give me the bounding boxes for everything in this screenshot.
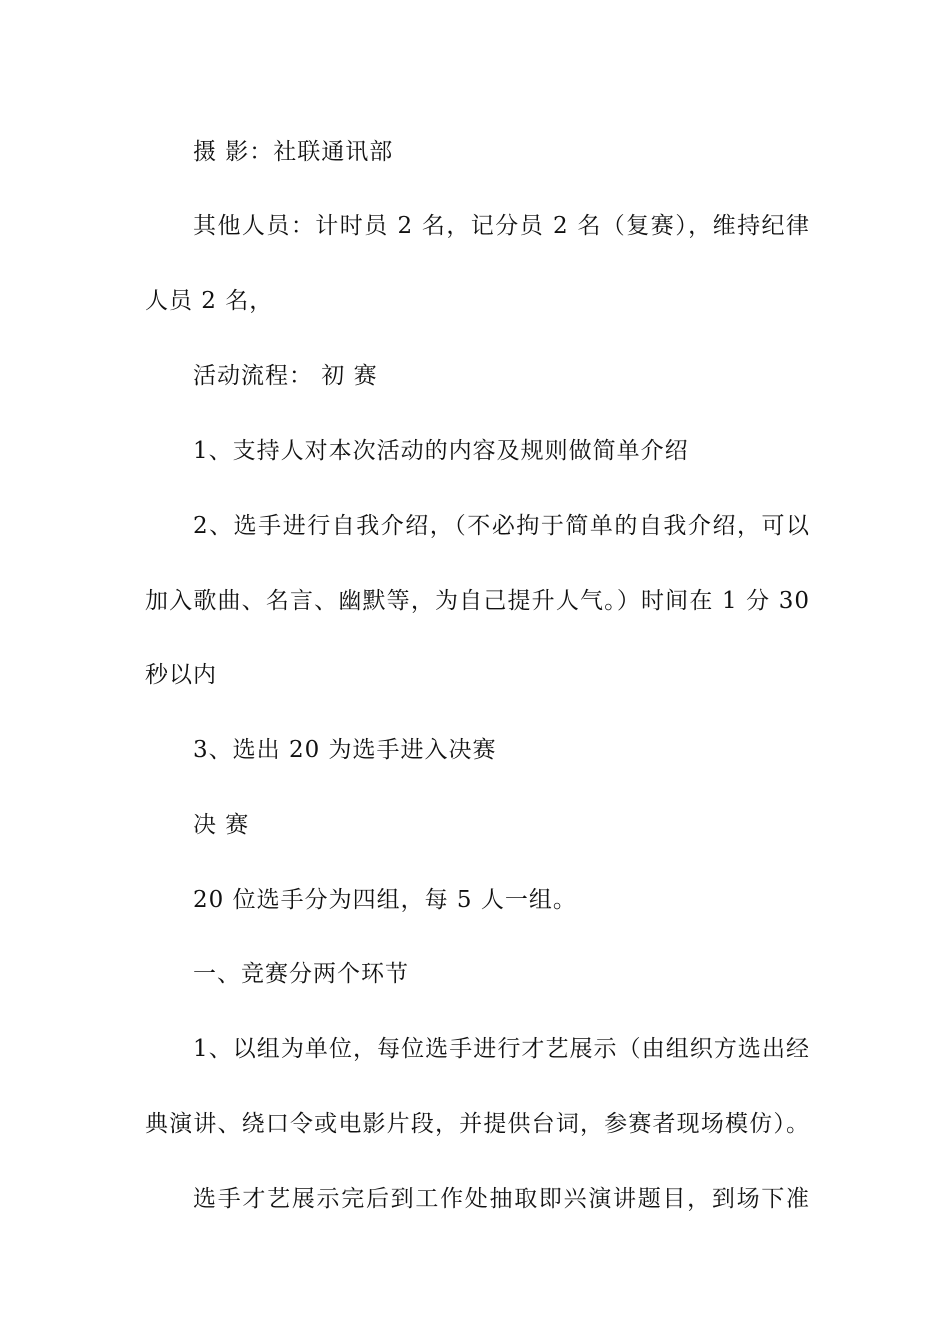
text-line-two-rounds: 一、竞赛分两个环节 <box>193 961 409 987</box>
section-heading-final: 决 赛 <box>193 812 250 838</box>
text-line-step-2-end: 秒以内 <box>145 662 217 688</box>
text-line-groups: 20 位选手分为四组，每 5 人一组。 <box>193 887 577 913</box>
text-line-photography: 摄 影：社联通讯部 <box>193 139 394 165</box>
text-line-other-staff-cont: 人员 2 名， <box>145 288 274 314</box>
text-line-step-2: 2、选手进行自我介绍，（不必拘于简单的自我介绍，可以 <box>193 513 810 539</box>
text-line-other-staff: 其他人员：计时员 2 名，记分员 2 名（复赛），维持纪律 <box>193 213 810 239</box>
text-line-process-preliminary: 活动流程： 初 赛 <box>193 363 378 389</box>
text-line-impromptu: 选手才艺展示完后到工作处抽取即兴演讲题目，到场下准 <box>193 1186 810 1212</box>
text-line-step-1: 1、支持人对本次活动的内容及规则做简单介绍 <box>193 438 689 464</box>
text-line-step-2-cont: 加入歌曲、名言、幽默等，为自己提升人气。）时间在 1 分 30 <box>145 588 810 614</box>
text-line-round-1-cont: 典演讲、绕口令或电影片段，并提供台词，参赛者现场模仿）。 <box>145 1111 810 1137</box>
text-line-round-1: 1、以组为单位，每位选手进行才艺展示（由组织方选出经 <box>193 1036 810 1062</box>
text-line-step-3: 3、选出 20 为选手进入决赛 <box>193 737 497 763</box>
